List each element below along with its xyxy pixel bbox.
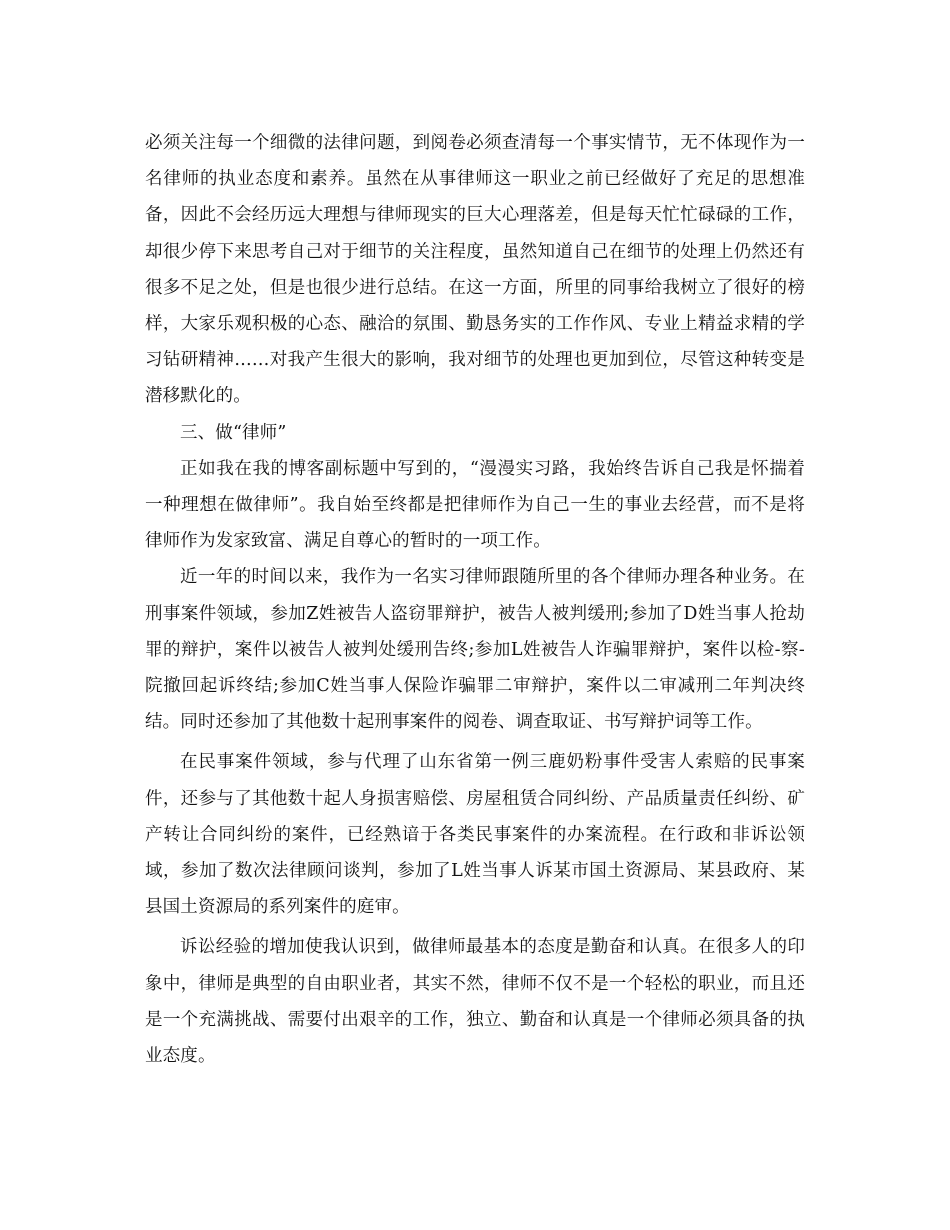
paragraph-continued: 必须关注每一个细微的法律问题，到阅卷必须查清每一个事实情节，无不体现作为一名律师的执业态度和素养。虽然在从事律师这一职业之前已经做好了充足的思想准备，因此不会经历远大理想与律师现实的巨大心理落差，但是每天忙忙碌碌的工作，却很少停下来思考自己对于细节的关注程度，虽然知道自己在细节的处理上仍然还有很多不足之处，但是也很少进行总结。在这一方面，所里的同事给我树立了很好的榜样，大家乐观积极的心态、融洽的氛围、勤恳务实的工作作风、专业上精益求精的学习钻研精神……对我产生很大的影响，我对细节的处理也更加到位，尽管这种转变是潜移默化的。 <box>145 133 805 407</box>
paragraph: 正如我在我的博客副标题中写到的，“漫漫实习路，我始终告诉自己我是怀揣着一种理想在做律师”。我自始至终都是把律师作为自己一生的事业去经营，而不是将律师作为发家致富、满足自尊心的暂时的一项工作。 <box>145 458 805 552</box>
document-body <box>145 125 805 1074</box>
paragraph: 诉讼经验的增加使我认识到，做律师最基本的态度是勤奋和认真。在很多人的印象中，律师是典型的自由职业者，其实不然，律师不仅不是一个轻松的职业，而且还是一个充满挑战、需要付出艰辛的工作，独立、勤奋和认真是一个律师必须具备的执业态度。 <box>145 937 805 1067</box>
paragraph: 近一年的时间以来，我作为一名实习律师跟随所里的各个律师办理各种业务。在刑事案件领域，参加Z姓被告人盗窃罪辩护，被告人被判缓刑;参加了D姓当事人抢劫罪的辩护，案件以被告人被判处缓刑告终;参加L姓被告人诈骗罪辩护，案件以检-察-院撤回起诉终结;参加C姓当事人保险诈骗罪二审辩护，案件以二审减刑二年判决终结。同时还参加了其他数十起刑事案件的阅卷、调查取证、书写辩护词等工作。 <box>145 567 805 733</box>
paragraph: 在民事案件领域，参与代理了山东省第一例三鹿奶粉事件受害人索赔的民事案件，还参与了其他数十起人身损害赔偿、房屋租赁合同纠纷、产品质量责任纠纷、矿产转让合同纠纷的案件，已经熟谙于各类民事案件的办案流程。在行政和非诉讼领域，参加了数次法律顾问谈判，参加了L姓当事人诉某市国土资源局、某县政府、某县国土资源局的系列案件的庭审。 <box>145 752 805 918</box>
section-heading: 三、做“律师” <box>180 422 287 443</box>
